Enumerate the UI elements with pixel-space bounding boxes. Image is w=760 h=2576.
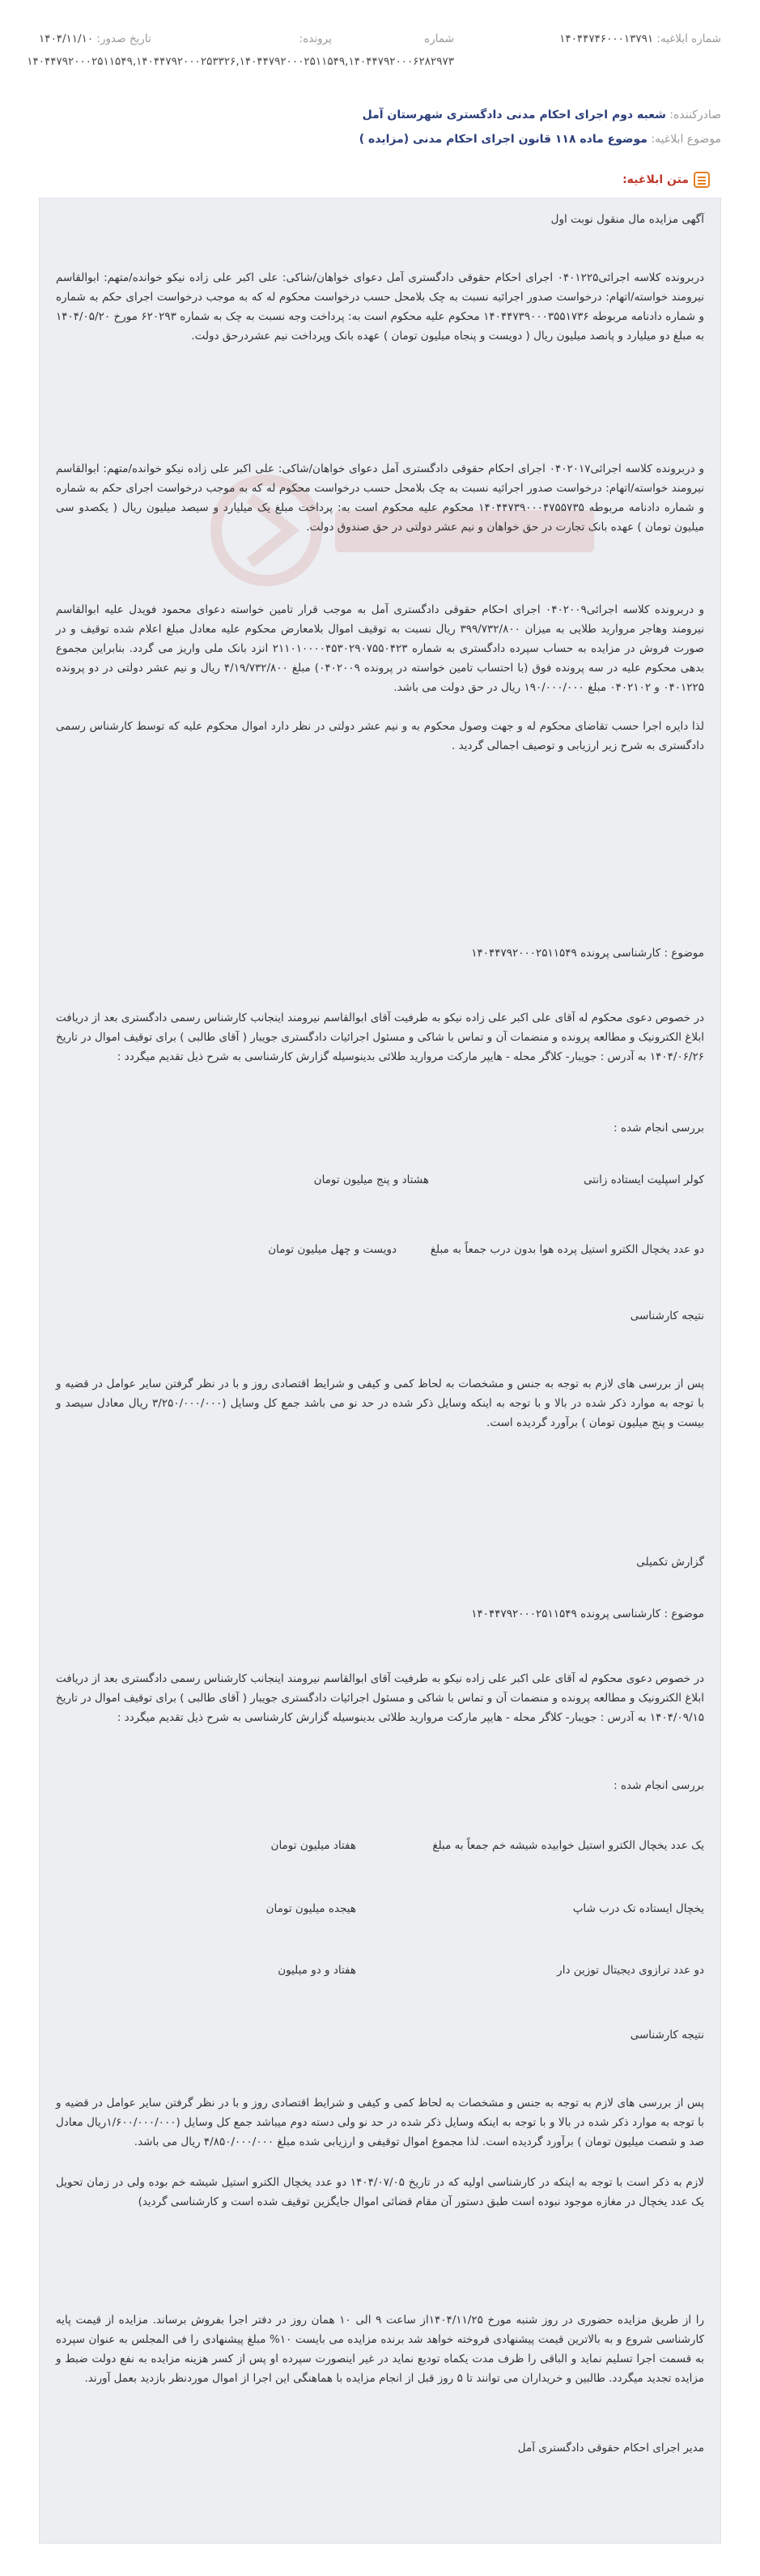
document-icon <box>694 172 710 188</box>
replacement-note: لازم به ذکر است با توجه به اینکه در کارشناسی اولیه که در تاریخ ۱۴۰۴/۰۷/۰۵ دو عدد یخچال الکترو استیل شیشه خم بوده ولی در زمان تحویل یک عدد یخچال در مغازه موجود نبوده است طبق دستور آن مقام قضائی اموال جایگزین توقیف شده است و کارشناسی گردید) <box>56 2176 705 2208</box>
issuer-value: شعبه دوم اجرای احکام مدنی دادگستری شهرستان آمل <box>362 109 666 121</box>
case-number <box>187 32 454 45</box>
item-name: دو عدد یخچال الکترو استیل پرده هوا بدون درب جمعاً به مبلغ <box>430 1243 704 1256</box>
subject-label: موضوع ابلاغیه: <box>651 133 721 146</box>
expert-result-2: پس از بررسی های لازم به توجه به جنس و مشخصات به لحاظ کمی و کیفی و شرایط اقتصادی روز و با در نظر گرفتن سایر عوامل در قضیه و با توجه به موارد ذکر شده در بالا و با توجه به اینکه وسایل ذکر شده در حد نو ولی دسته دوم میباشد جمع کل وسایل (۱/۶۰۰/۰۰۰/۰۰۰ریال معادل صد و شصت میلیون تومان ) برآورد گردیده است. لذا مجموع اموال توقیفی و ارزیابی شده مبلغ ۴/۸۵۰/۰۰۰/۰۰۰ ریال می باشد. <box>56 2097 704 2148</box>
item-value: هشتاد و پنج میلیون تومان <box>313 1173 429 1186</box>
auction-heading: آگهی مزایده مال منقول نوبت اول <box>550 213 704 226</box>
section-title <box>622 172 710 188</box>
header-meta-row <box>39 32 721 53</box>
item-value: هفتاد میلیون تومان <box>270 1839 356 1852</box>
list-item <box>56 1240 704 1259</box>
section-title-text: متن ابلاغیه: <box>622 173 689 186</box>
expert-result-heading-1: نتیجه کارشناسی <box>630 1309 704 1322</box>
auction-intro: لذا دایره اجرا حسب تقاضای محکوم له و جهت وصول محکوم به و نیم عشر دولتی در نظر دارد اموال محکوم علیه که توسط کارشناس رسمی دادگستری به شرح زیر ارزیابی و توصیف اجمالی گردید . <box>56 720 704 752</box>
report-subject-2: موضوع : کارشناسی پرونده ۱۴۰۴۴۷۹۲۰۰۰۲۵۱۱۵۴۹ <box>471 1607 704 1620</box>
issue-date-value: ۱۴۰۴/۱۱/۱۰ <box>39 32 94 45</box>
expert-result-1: پس از بررسی های لازم به توجه به جنس و مشخصات به لحاظ کمی و کیفی و شرایط اقتصادی روز و با در نظر گرفتن سایر عوامل در قضیه و با توجه به موارد ذکر شده در بالا و با توجه به اینکه وسایل ذکر شده در حد نو می باشد جمع کل وسایل (۳/۲۵۰/۰۰۰/۰۰۰ ریال معادل سیصد و بیست و پنج میلیون تومان ) برآورد گردیده است. <box>56 1377 704 1429</box>
shomare-label: شماره <box>424 32 454 45</box>
item-name: کولر اسپلیت ایستاده زانتی <box>584 1173 704 1186</box>
item-value: هفتاد و دو میلیون <box>278 1964 356 1977</box>
parvande-label: پرونده: <box>299 32 332 45</box>
issue-date <box>39 32 151 45</box>
review-heading-2: بررسی انجام شده : <box>614 1779 704 1792</box>
list-item <box>56 1170 704 1190</box>
notice-number-value: ۱۴۰۴۴۷۴۶۰۰۰۱۳۷۹۱ <box>559 32 654 45</box>
list-item <box>56 1899 704 1918</box>
item-value: دویست و چهل میلیون تومان <box>268 1243 397 1256</box>
notice-number-label: شماره ابلاغیه: <box>656 32 721 45</box>
subject-value: موضوع ماده ۱۱۸ قانون اجرای احکام مدنی (مزایده ) <box>359 133 647 146</box>
signature-line: مدیر اجرای احکام حقوقی دادگستری آمل <box>517 2442 704 2455</box>
case-paragraph-2: و دربرونده کلاسه اجرائی۰۴۰۲۰۱۷ اجرای احکام حقوقی دادگستری آمل دعوای خواهان/شاکی: علی اکبر علی زاده نیکو خوانده/متهم: ابوالقاسم نیرومند خواسته/اتهام: درخواست صدور اجرائیه نسبت به چک بلامحل حسب درخواست محکوم له که به موجب درخواست اجرای حکم به شماره و شماره دادنامه مربوطه ۱۴۰۴۴۷۳۹۰۰۰۴۷۵۵۷۳۵ محکوم علیه محکوم است به: پرداخت مبلغ یک میلیارد و سیصد میلیون ریال ( یکصدو سی میلیون تومان ) عهده بانک تجارت در حق خواهان و نیم عشر دولتی در حق صندوق دولت. <box>56 462 704 534</box>
expert-result-heading-2: نتیجه کارشناسی <box>630 2029 704 2042</box>
issuer <box>363 109 721 121</box>
auction-terms: را از طریق مزایده حضوری در روز شنبه مورخ ۱۴۰۴/۱۱/۲۵از ساعت ۹ الی ۱۰ همان روز در دفتر اجرا بفروش برساند. مزایده از قیمت پایه کارشناسی شروع و به بالاترین قیمت پیشنهادی فروخته خواهد شد برنده مزایده می بایست ۱۰% مبلغ پیشنهادی را فی المجلس به عنوان سپرده به قسمت اجرا تسلیم نماید و الباقی را ظرف مدت یکماه تودیع نماید در غیر اینصورت سپرده او پس از کسر هزینه مزایده به نفع دولت ضبط و مزایده تجدید میگردد. طالبین و خریداران می توانند تا ۵ روز قبل از انجام مزایده با هماهنگی این اجرا از اموال موردنظر بازدید بعمل آورند. <box>56 2314 705 2385</box>
notice-number <box>559 32 721 45</box>
case-paragraph-3: و دربرونده کلاسه اجرائی۰۴۰۲۰۰۹ اجرای احکام حقوقی دادگستری آمل به موجب قرار تامین خواسته دعوای محمود فویدل علیه ابوالقاسم نیرومند وهاجر مرواريد طلایی به ميزان ۳۹۹/۷۳۲/۸۰۰ ریال نسبت به توقیف اموال بلامعارض محکوم علیه معادل مبلغ اعلام شده توقیف و در صورت فروش در مزایده به حساب سپرده دادگستری به شماره ۲۱۱۰۱۰۰۰۰۴۵۳۰۲۹۰۷۵۵۰۴۲۳ انزد بانک ملی واریز می گردد. بنابراین مجموع بدهی محکوم علیه در سه پرونده فوق (با احتساب تامین خواسته در پرونده ۰۴۰۲۰۰۹) مبلغ ۴/۱۹/۷۳۲/۸۰۰ ریال و نیم عشر دولتی در دو پرونده ۰۴۰۱۲۲۵ و ۰۴۰۲۱۰۲ مبلغ ۱۹۰/۰۰۰/۰۰۰ ریال در حق دولت می باشد. <box>56 603 704 694</box>
notice-subject <box>359 133 721 146</box>
case-paragraph-1: دربرونده کلاسه اجرائی۰۴۰۱۲۲۵ اجرای احکام حقوقی دادگستری آمل دعوای خواهان/شاکی: علی اکبر علی زاده نیکو خوانده/متهم: ابوالقاسم نیرومند خواسته/اتهام: درخواست صدور اجرائیه نسبت به چک بلامحل حسب درخواست محکوم له که به موجب درخواست اجرای حکم به شماره و شماره دادنامه مربوطه ۱۴۰۴۴۷۳۹۰۰۰۳۵۵۱۷۳۶ محکوم علیه محکوم است به: پرداخت وجه نسبت به چک به شماره ۶۲۰۲۹۳ مورخ ۱۴۰۴/۰۵/۲۰ به مبلغ دو میلیارد و پانصد میلیون ریال ( دویست و پنجاه میلیون تومان ) عهده بانک وپرداخت نیم عشردرحق دولت. <box>56 271 705 343</box>
supplementary-report-heading: گزارش تکمیلی <box>636 1556 704 1569</box>
list-item <box>56 1836 704 1855</box>
item-name: یخچال ایستاده تک درب شاپ <box>572 1902 704 1915</box>
notice-header <box>27 32 721 146</box>
item-value: هیجده میلیون تومان <box>265 1902 356 1915</box>
issuer-label: صادرکننده: <box>669 109 721 121</box>
item-name: دو عدد ترازوی دیجیتال توزین دار <box>557 1964 704 1977</box>
issue-date-label: تاریخ صدور: <box>96 32 151 45</box>
list-item <box>56 1961 704 1980</box>
report-subject-1: موضوع : کارشناسی پرونده ۱۴۰۴۴۷۹۲۰۰۰۲۵۱۱۵۴۹ <box>471 947 704 960</box>
review-heading-1: بررسی انجام شده : <box>614 1122 704 1135</box>
report-intro-2: در خصوص دعوی محکوم له آقای علی اکبر علی زاده نیکو به طرفیت آقای ابوالقاسم نیرومند اینجانب کارشناس رسمی دادگستری بعد از دریافت ابلاغ الکترونیک و مطالعه پرونده و منضمات آن و تماس با شاکی و مسئول اجرائیات دادگستری جویبار ( آقای طالبی ) برای توقیف اموال در تاریخ ۱۴۰۴/۰۹/۱۵ به آدرس : جویبار- کلاگر محله - هایپر مارکت مروارید طلائی بدینوسیله گزارش کارشناسی به شرح ذیل تقدیم میگردد : <box>56 1672 704 1724</box>
case-number-value: ۱۴۰۴۴۷۹۲۰۰۰۲۵۱۱۵۴۹,۱۴۰۴۴۷۹۲۰۰۰۲۵۳۳۲۶,۱۴۰۴۴۷۹۲۰۰۰۲۵۱۱۵۴۹,۱۴۰۴۴۷۹۲۰۰۰۶۲۸۲۹۷۳ <box>27 55 454 68</box>
notice-body <box>39 198 721 2544</box>
report-intro-1: در خصوص دعوی محکوم له آقای علی اکبر علی زاده نیکو به طرفیت آقای ابوالقاسم نیرومند اینجانب کارشناس رسمی دادگستری بعد از دریافت ابلاغ الکترونیک و مطالعه پرونده و منضمات آن و تماس با شاکی و مسئول اجرائیات دادگستری جویبار ( آقای طالبی ) برای توقیف اموال در تاریخ ۱۴۰۴/۰۶/۲۶ به آدرس : جویبار- کلاگر محله - هایپر مارکت مروارید طلائی بدینوسیله گزارش کارشناسی به شرح ذیل تقدیم میگردد : <box>56 1011 704 1063</box>
item-name: یک عدد یخچال الکترو استیل خوابیده شیشه خم جمعاً به مبلغ <box>432 1839 704 1852</box>
